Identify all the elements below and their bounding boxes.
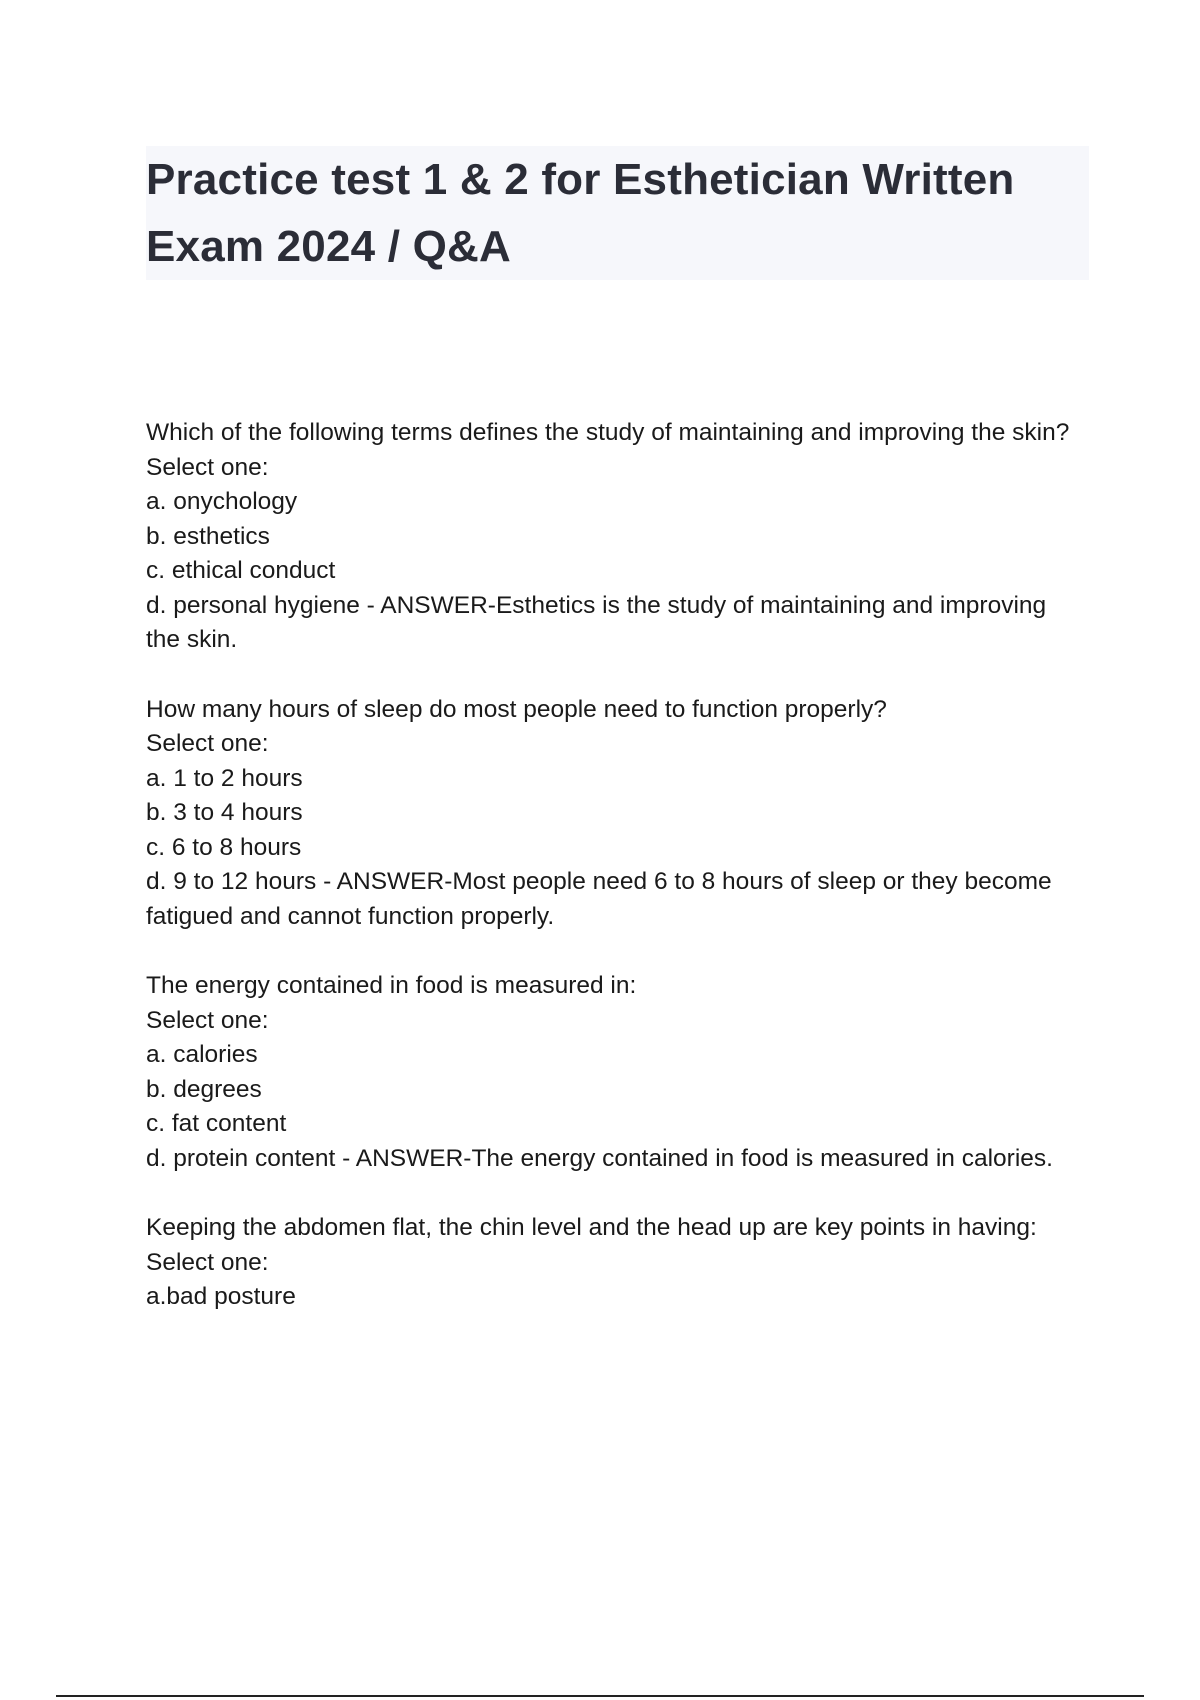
select-prompt: Select one: [146,1248,269,1276]
option-b: b. esthetics [146,522,270,550]
document-title: Practice test 1 & 2 for Esthetician Written Exam 2024 / Q&A [146,155,1015,271]
question-list [146,416,1086,1350]
select-prompt: Select one: [146,1006,269,1034]
question-text: Keeping the abdomen flat, the chin level and the head up are key points in having: [146,1214,1037,1241]
question-text: The energy contained in food is measured in: [146,972,637,999]
question-text: Which of the following terms defines the study of maintaining and improving the skin? [146,419,1070,446]
option-a: a. calories [146,1041,258,1068]
option-a: a. onychology [146,488,298,515]
option-b: b. 3 to 4 hours [146,799,303,826]
option-c: c. ethical conduct [146,557,336,584]
select-prompt: Select one: [146,730,269,757]
question-block-1 [146,416,1086,658]
option-a: a. 1 to 2 hours [146,764,303,792]
question-block-4 [146,1211,1086,1315]
title-banner [146,146,1089,280]
option-c: c. 6 to 8 hours [146,833,302,861]
question-block-2 [146,693,1086,935]
select-prompt: Select one: [146,453,269,481]
option-d-answer: d. 9 to 12 hours - ANSWER-Most people need 6 to 8 hours of sleep or they become fatigued and cannot function properly. [146,868,1052,930]
question-text: How many hours of sleep do most people need to function properly? [146,695,887,723]
option-b: b. degrees [146,1075,262,1103]
option-d-answer: d. personal hygiene - ANSWER-Esthetics is the study of maintaining and improving the skin. [146,591,1047,653]
option-c: c. fat content [146,1110,287,1137]
page-bottom-rule [56,1695,1144,1697]
option-d-answer: d. protein content - ANSWER-The energy contained in food is measured in calories. [146,1144,1053,1172]
question-block-3 [146,969,1086,1176]
option-a: a.bad posture [146,1283,296,1310]
